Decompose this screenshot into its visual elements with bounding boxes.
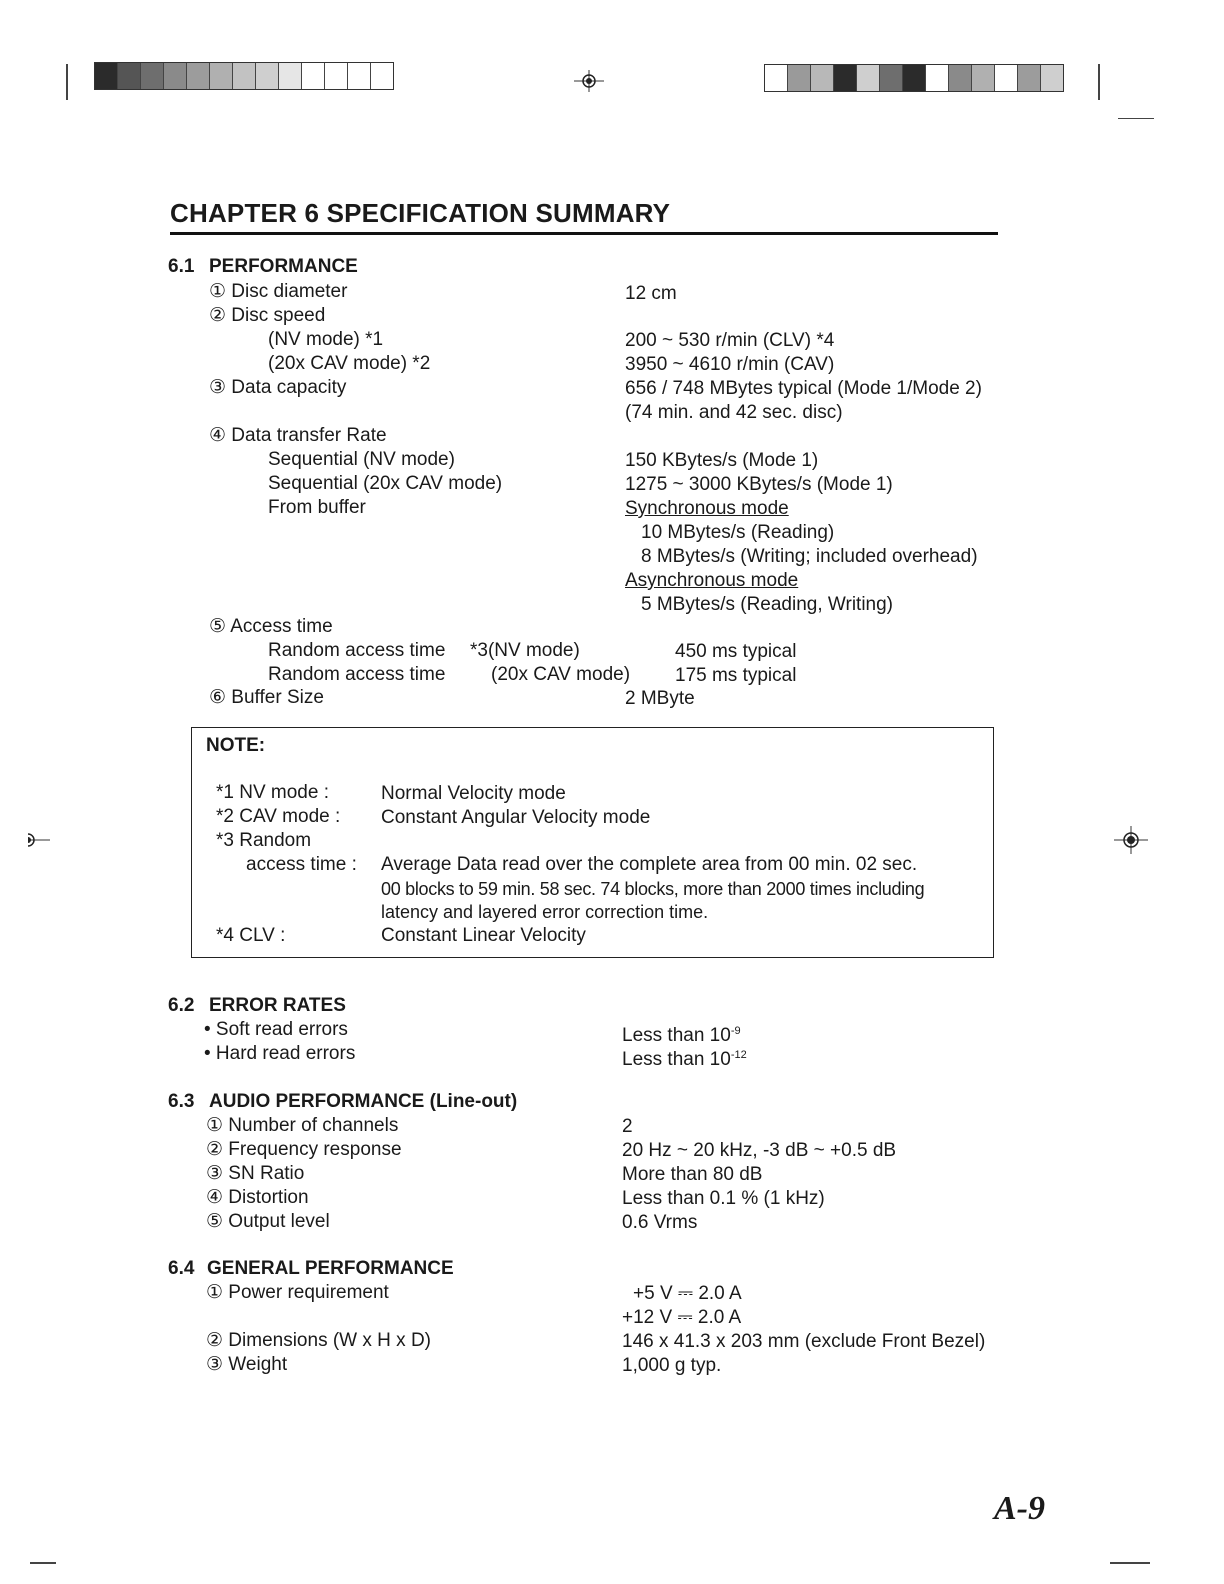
transfer-seq-cav-value: 1275 ~ 3000 KBytes/s (Mode 1) (625, 474, 893, 495)
note-3-term-continued: access time : (246, 854, 357, 875)
note-3-definition-line-2: 00 blocks to 59 min. 58 sec. 74 blocks, more than 2000 times including (381, 879, 925, 899)
sn-ratio-value: More than 80 dB (622, 1164, 763, 1185)
section-6-2-number: 6.2 (168, 995, 195, 1016)
access-time-label: ⑤ Access time (209, 616, 333, 637)
registration-target-left-icon (28, 828, 50, 852)
soft-read-errors-exponent: -9 (730, 1025, 741, 1037)
disc-speed-nv-label: (NV mode) *1 (268, 329, 384, 350)
hard-read-errors-label: • Hard read errors (204, 1043, 356, 1064)
note-3-definition-line-1: Average Data read over the complete area from 00 min. 02 sec. (381, 854, 918, 875)
note-heading: NOTE: (206, 735, 266, 756)
transfer-seq-nv-value: 150 KBytes/s (Mode 1) (625, 450, 819, 471)
random-access-cav-mode: (20x CAV mode) (491, 664, 631, 685)
section-6-1-heading: PERFORMANCE (209, 256, 358, 277)
disc-speed-nv-value: 200 ~ 530 r/min (CLV) *4 (625, 330, 835, 351)
weight-label: ③ Weight (206, 1354, 288, 1375)
hard-read-errors-exponent: -12 (730, 1049, 747, 1061)
distortion-label: ④ Distortion (206, 1187, 309, 1208)
hard-read-errors-value: Less than $10^{-12}$ (622, 1049, 747, 1070)
chapter-title: CHAPTER 6 SPECIFICATION SUMMARY (170, 198, 671, 228)
crop-mark-left (66, 64, 68, 100)
disc-speed-label: ② Disc speed (209, 305, 326, 326)
power-requirement-label: ① Power requirement (206, 1282, 389, 1303)
crop-mark-bottom-left (30, 1562, 56, 1564)
note-4-term: *4 CLV : (216, 925, 286, 946)
registration-target-right-icon (1114, 826, 1148, 854)
transfer-seq-nv-label: Sequential (NV mode) (268, 449, 455, 470)
disc-speed-cav-value: 3950 ~ 4610 r/min (CAV) (625, 354, 835, 375)
output-level-value: 0.6 Vrms (622, 1212, 698, 1233)
buffer-size-label: ⑥ Buffer Size (209, 687, 324, 708)
note-3-definition-line-3: latency and layered error correction time. (381, 902, 709, 922)
section-6-4-heading: GENERAL PERFORMANCE (207, 1258, 454, 1279)
weight-value: 1,000 g typ. (622, 1355, 722, 1376)
channels-label: ① Number of channels (206, 1115, 399, 1136)
crop-mark-right-h (1118, 118, 1154, 119)
note-3-term: *3 Random (216, 830, 312, 851)
disc-diameter-value: 12 cm (625, 283, 677, 304)
note-4-definition: Constant Linear Velocity (381, 925, 586, 946)
frequency-response-value: 20 Hz ~ 20 kHz, -3 dB ~ +0.5 dB (622, 1140, 897, 1161)
transfer-buffer-label: From buffer (268, 497, 366, 518)
output-level-label: ⑤ Output level (206, 1211, 330, 1232)
data-capacity-note: (74 min. and 42 sec. disc) (625, 402, 843, 423)
async-mode-heading: Asynchronous mode (625, 570, 799, 591)
sync-mode-heading: Synchronous mode (625, 498, 789, 519)
note-2-definition: Constant Angular Velocity mode (381, 807, 651, 828)
dimensions-label: ② Dimensions (W x H x D) (206, 1330, 431, 1351)
buffer-size-value: 2 MByte (625, 688, 695, 709)
crop-mark-right (1098, 64, 1100, 100)
transfer-seq-cav-label: Sequential (20x CAV mode) (268, 473, 503, 494)
power-12v-value: +12 V ⎓ 2.0 A (622, 1307, 742, 1328)
random-access-nv-mode: *3(NV mode) (470, 640, 580, 661)
sync-read-value: 10 MBytes/s (Reading) (641, 522, 835, 543)
power-5v-value: +5 V ⎓ 2.0 A (633, 1283, 742, 1304)
frequency-response-label: ② Frequency response (206, 1139, 402, 1160)
random-access-nv-value: 450 ms typical (675, 641, 797, 662)
random-access-cav-value: 175 ms typical (675, 665, 797, 686)
chapter-title-rule (170, 232, 998, 235)
data-capacity-value: 656 / 748 MBytes typical (Mode 1/Mode 2) (625, 378, 982, 399)
section-6-3-number: 6.3 (168, 1091, 195, 1112)
sn-ratio-label: ③ SN Ratio (206, 1163, 305, 1184)
crop-mark-bottom-right (1110, 1562, 1150, 1564)
data-capacity-label: ③ Data capacity (209, 377, 347, 398)
soft-read-errors-label: • Soft read errors (204, 1019, 348, 1040)
registration-bar-right (764, 64, 1064, 92)
random-access-cav-label: Random access time (268, 664, 446, 685)
dimensions-value: 146 x 41.3 x 203 mm (exclude Front Bezel) (622, 1331, 986, 1352)
registration-target-top-icon (574, 70, 604, 92)
note-1-definition: Normal Velocity mode (381, 783, 566, 804)
async-rw-value: 5 MBytes/s (Reading, Writing) (641, 594, 894, 615)
data-transfer-label: ④ Data transfer Rate (209, 425, 387, 446)
soft-read-errors-value: Less than $10^{-9}$ (622, 1025, 741, 1046)
note-2-term: *2 CAV mode : (216, 806, 341, 827)
disc-diameter-label: ① Disc diameter (209, 281, 348, 302)
sync-write-value: 8 MBytes/s (Writing; included overhead) (641, 546, 978, 567)
section-6-2-heading: ERROR RATES (209, 995, 346, 1016)
channels-value: 2 (622, 1116, 633, 1137)
page-number: A-9 (994, 1490, 1045, 1527)
note-1-term: *1 NV mode : (216, 782, 329, 803)
section-6-1-number: 6.1 (168, 256, 195, 277)
random-access-nv-label: Random access time (268, 640, 446, 661)
section-6-3-heading: AUDIO PERFORMANCE (Line-out) (209, 1091, 518, 1112)
registration-bar-left (94, 62, 394, 90)
disc-speed-cav-label: (20x CAV mode) *2 (268, 353, 431, 374)
section-6-4-number: 6.4 (168, 1258, 195, 1279)
distortion-value: Less than 0.1 % (1 kHz) (622, 1188, 825, 1209)
